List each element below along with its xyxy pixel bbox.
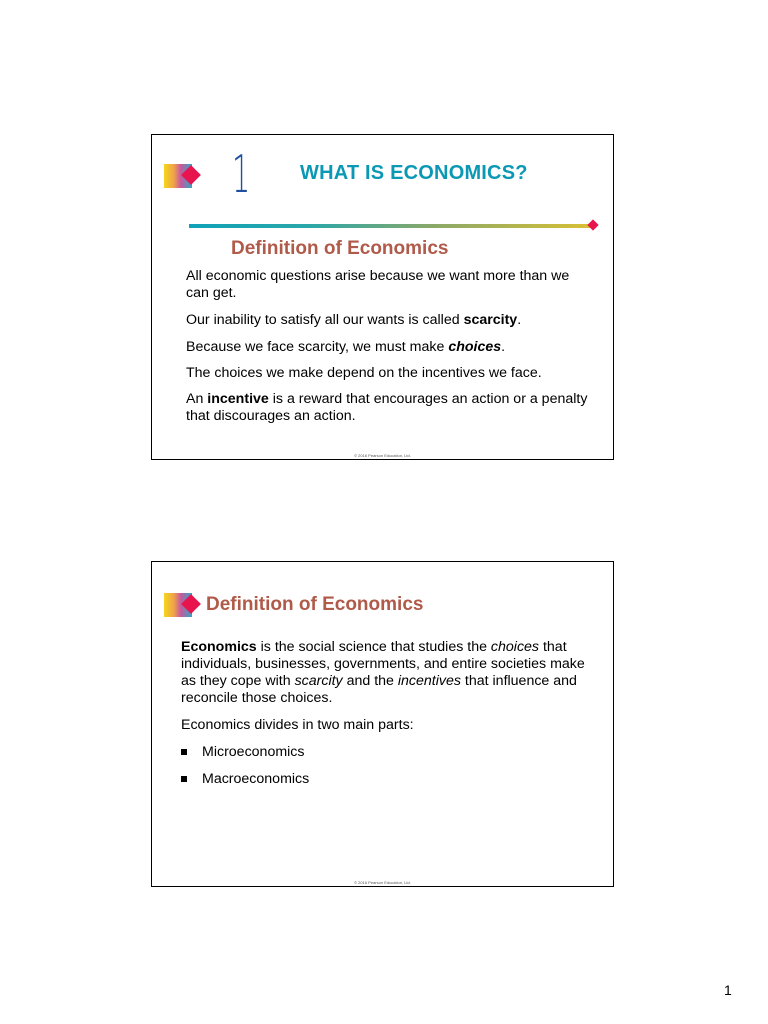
copyright-notice: © 2016 Pearson Education, Ltd. — [354, 880, 411, 885]
term-economics: Economics — [181, 639, 257, 655]
term-scarcity: scarcity — [463, 312, 518, 328]
chapter-number: 1 — [232, 145, 251, 205]
paragraph: An incentive is a reward that encourages an action or a penalty that discourages an action. — [186, 391, 588, 424]
slide-heading: Definition of Economics — [206, 594, 424, 615]
slide-2: Definition of Economics Economics is the social science that studies the choices that individuals, businesses, governments, and entire societies make as they cope with scarcity and the incentives that influence and reconcile those choices. Economics divides in two main parts: Microeconomics Macroeconomics © 2016 Pearson Education, Ltd. — [151, 561, 614, 887]
paragraph: All economic questions arise because we want more than we can get. — [186, 268, 570, 301]
paragraph: Our inability to satisfy all our wants is called scarcity. — [186, 312, 522, 328]
bullet-square-icon — [181, 749, 187, 755]
copyright-notice: © 2016 Pearson Education, Ltd. — [354, 453, 411, 458]
term-choices: choices — [448, 339, 502, 355]
divider-diamond-icon — [587, 219, 598, 230]
definition-paragraph: Economics is the social science that studies the choices that individuals, businesses, governments, and entire societies make as they cope with scarcity and the incentives that influence and reconcile those choices. — [181, 639, 585, 706]
slide-1 — [151, 134, 614, 460]
paragraph: The choices we make depend on the incentives we face. — [186, 365, 542, 381]
section-logo-icon — [164, 593, 202, 617]
title-divider — [189, 224, 593, 228]
intro-paragraph: Economics divides in two main parts: — [181, 717, 414, 733]
term-incentive: incentive — [207, 391, 269, 407]
chapter-logo-icon — [164, 164, 202, 188]
bullet-square-icon — [181, 776, 187, 782]
slide-heading: Definition of Economics — [231, 238, 449, 259]
chapter-title: WHAT IS ECONOMICS? — [300, 162, 528, 184]
page-number: 1 — [724, 982, 732, 998]
paragraph: Because we face scarcity, we must make choices. — [186, 339, 506, 355]
